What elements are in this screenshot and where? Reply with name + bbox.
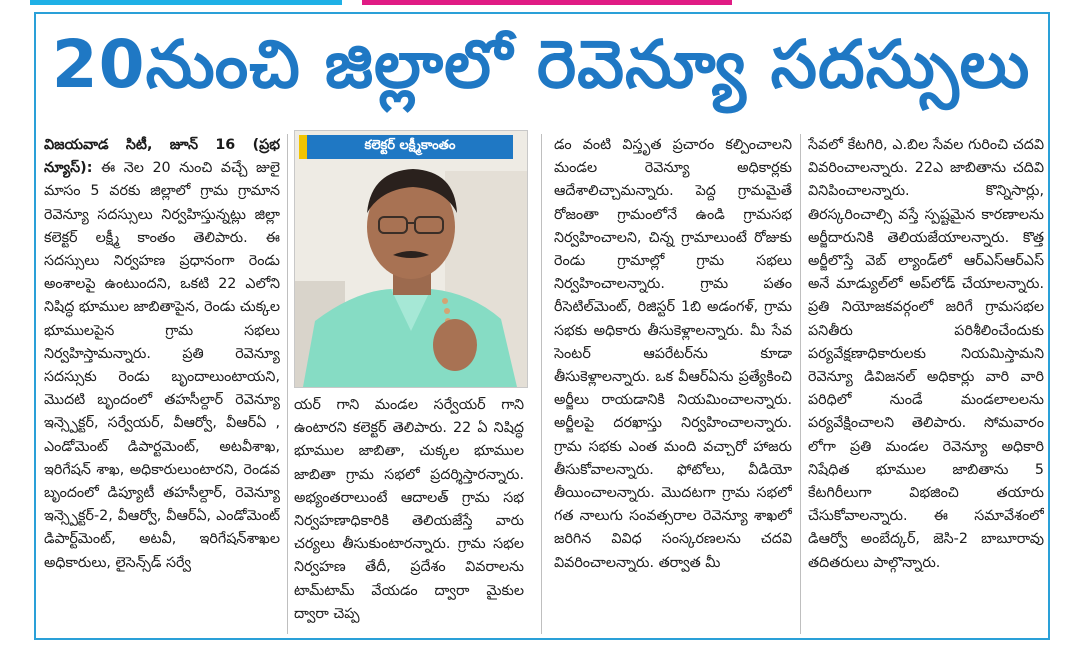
column-divider (541, 134, 542, 634)
headline: 20నుంచి జిల్లాలో రెవెన్యూ సదస్సులు (51, 25, 1031, 103)
article-column-2 (294, 394, 524, 634)
article-column-4 (808, 134, 1044, 634)
article-frame (34, 12, 1050, 640)
top-bar-right-segment (362, 0, 732, 5)
column-divider (800, 134, 801, 634)
photo-caption: కలెక్టర్ లక్ష్మీకాంతం (307, 135, 513, 159)
top-bar-left-segment (30, 0, 342, 5)
dateline: విజయవాడ సిటీ, జూన్ 16 (ప్రభ న్యూస్): (44, 137, 280, 177)
top-color-bar (0, 0, 1066, 10)
column-1-text: ఈ నెల 20 నుంచి వచ్చే జులై మాసం 5 వరకు జిల్లాలో గ్రామ గ్రామాన రెవెన్యూ సదస్సులు నిర్వహిస్తున్నట్లు జిల్లా కలెక్టర్ లక్ష్మీ కాంతం తెలిపారు. ఈ సదస్సులు నిర్వహణ ప్రధానంగా రెండు అంశాలపై ఉంటుందని, ఒకటి 22 ఎలోని నిషిద్ధ భూముల జాబితాపైన, రెండు చుక్కల భూములపైన గ్రామ సభలు నిర్వహిస్తామన్నారు. ప్రతి రెవెన్యూ సదస్సుకు రెండు బృందాలుంటాయని, మొదటి బృందంలో తహసీల్దార్ రెవెన్యూ ఇన్స్పెక్టర్, సర్వేయర్, వీఆర్వో, వీఆర్ఏ , ఎండోమెంట్ డిపార్టమెంట్, అటవీశాఖ, ఇరిగేషన్ శాఖ, అధికారులుంటారని, రెండవ బృందంలో డిప్యూటీ తహసీల్దార్, రెవెన్యూ ఇన్స్పెక్టర్-2, వీఆర్వో, వీఆర్ఏ, ఎండోమెంట్ డిపార్ట్‌మెంట్, అటవీ, ఇరిగేషన్‌శాఖల అధికారులు, లైసెన్స్‌డ్ సర్వే (44, 160, 280, 571)
collector-photo (294, 130, 528, 388)
column-4-text: సేవలో కేటగిరి, ఎ.బిల సేవల గురించి చదవి వివరించాలన్నారు. 22ఎ జాబితాను చదివి వినిపించాలన్నారు. కొన్నిసార్లు, తిరస్కరించాల్సి వస్తే స్పష్టమైన కారణాలను అర్జీదారునికి తెలియజేయాలన్నారు. కొత్త అర్జీలొస్తే వెబ్ ల్యాండ్‌లో ఆర్ఎస్ఆర్ఎస్ అనే మాడ్యుల్‌లో అప్‌లోడ్ చేయాలన్నారు. ప్రతి నియోజకవర్గంలో జరిగే గ్రామసభల పనితీరు పరిశీలించేందుకు పర్యవేక్షణాధికారులకు నియమిస్తామని రెవెన్యూ డివిజనల్ అధికార్లు వారి వారి పరిధిలో నుండే మండలాలలను పర్యవేక్షించాలని తెలిపారు. సోమవారం లోగా ప్రతి మండల రెవెన్యూ అధికారి నిషేధిత భూముల జాబితాను 5 కేటగిరీలుగా విభజించి తయారు చేసుకోవాలన్నారు. ఈ సమావేశంలో డిఆర్వో అంబేద్కర్, జెసి-2 బాబూరావు తదితరులు పాల్గొన్నారు. (808, 137, 1044, 571)
article-column-3 (554, 134, 792, 634)
collector-portrait-image (295, 131, 527, 387)
article-column-1 (44, 134, 280, 634)
column-3-text: డం వంటి విస్తృత ప్రచారం కల్పించాలని మండల రెవెన్యూ అధికార్లకు ఆదేశాలిచ్చామన్నారు. పెద్ద గ్రామమైతే రోజంతా గ్రామంలోనే ఉండి గ్రామసభ నిర్వహించాలని, చిన్న గ్రామాలుంటే రోజుకు రెండు గ్రామాల్లో గ్రామ సభలు నిర్వహించాలన్నారు. గ్రామ పతం రీసెటిల్‌మెంట్, రిజిస్టర్ 1బి అడంగళ్, గ్రామ సభకు అధికారు తీసుకెళ్లాలన్నారు. మీ సేవ సెంటర్ ఆపరేటర్‌ను కూడా తీసుకెళ్లాలన్నారు. ఒక వీఆర్ఏను ప్రత్యేకించి అర్జీలు రాయడానికి నియమించాలన్నారు. అర్జీలపై దరఖాస్తు నిర్వహించాలన్నారు. గ్రామ సభకు ఎంత మంది వచ్చారో హాజరు తీసుకోవాలన్నారు. ఫోటోలు, వీడియో తీయించాలన్నారు. మొదటగా గ్రామ సభలో గత నాలుగు సంవత్సరాల రెవెన్యూ శాఖలో జరిగిన వివిధ సంస్కరణలను చదవి వివరించాలన్నారు. తర్వాత మీ (554, 137, 792, 571)
column-divider (287, 134, 288, 634)
column-2-text: యర్ గాని మండల సర్వేయర్ గాని ఉంటారని కలెక్టర్ తెలిపారు. 22 ఏ నిషిద్ధ భూముల జాబితా, చుక్కల భూముల జాబితా గ్రామ సభలో ప్రదర్శిస్తారన్నారు. అభ్యంతరాలుంటే ఆదాలత్ గ్రామ సభ నిర్వహణాధికారికి తెలియజేస్తే వారు చర్యలు తీసుకుంటారన్నారు. గ్రామ సభల నిర్వహణ తేదీ, ప్రదేశం వివరాలను టామ్‌టామ్ వేయడం ద్వారా మైకుల ద్వారా చెప్ప (294, 397, 524, 622)
